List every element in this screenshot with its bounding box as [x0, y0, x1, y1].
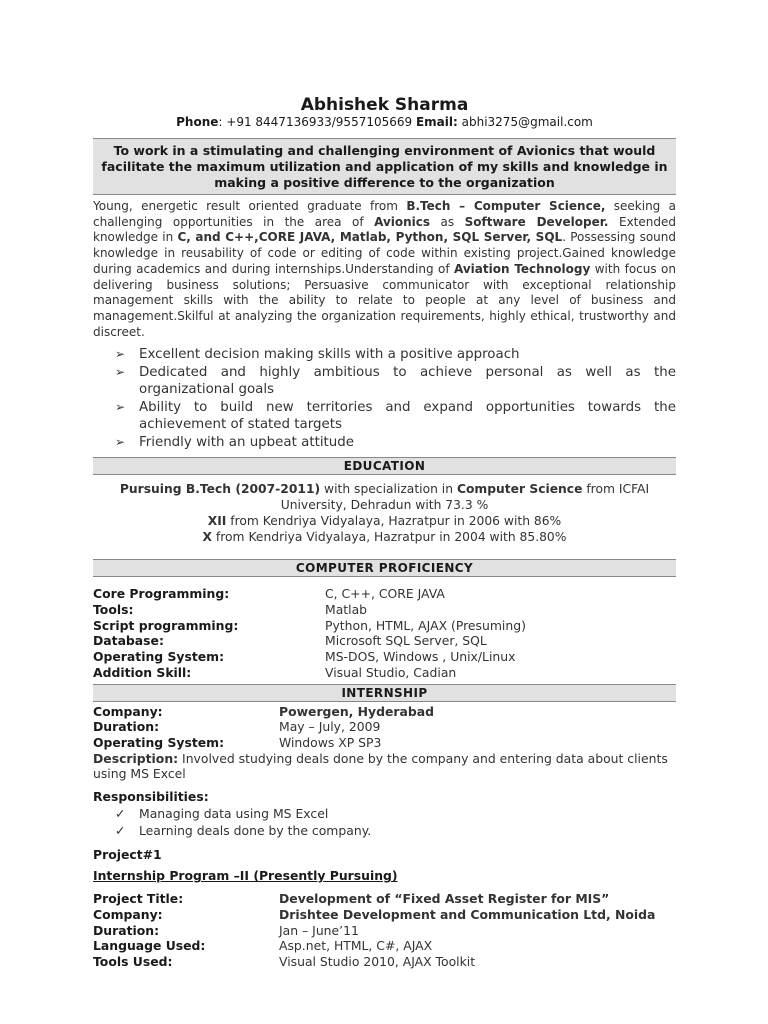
- row-value: Windows XP SP3: [279, 734, 382, 750]
- internship-row: [93, 704, 676, 720]
- responsibilities-heading: Responsibilities:: [93, 789, 209, 805]
- summary-bold: Aviation Technology: [454, 261, 591, 276]
- internship-block: [93, 704, 676, 839]
- summary-bold: Avionics: [374, 214, 431, 229]
- row-label: Project Title:: [93, 891, 184, 907]
- specialization-text: Computer Science: [456, 482, 583, 497]
- list-item: [115, 805, 676, 822]
- arrow-bullet-icon: ➢: [115, 434, 126, 449]
- row-value: Visual Studio 2010, AJAX Toolkit: [279, 953, 476, 969]
- candidate-name: Abhishek Sharma: [300, 95, 469, 115]
- proficiency-row: [93, 633, 676, 649]
- row-label: Company:: [93, 703, 163, 719]
- strength-text: Excellent decision making skills with a positive approach: [139, 347, 520, 363]
- row-value: May – July, 2009: [279, 719, 381, 735]
- description-text: Involved studying deals done by the company and entering data about clients using MS Excel: [93, 750, 668, 782]
- row-label: Company:: [93, 906, 163, 922]
- proficiency-heading: COMPUTER PROFICIENCY: [93, 559, 676, 577]
- row-label: Operating System:: [93, 649, 225, 665]
- row-label: Core Programming:: [93, 586, 230, 602]
- summary-text: Extended knowledge in: [93, 214, 676, 245]
- strengths-list: [93, 346, 676, 451]
- email-value: abhi3275@gmail.com: [461, 115, 593, 129]
- summary-text: Young, energetic result oriented graduate from: [93, 199, 407, 213]
- objective-box: To work in a stimulating and challenging environment of Avionics that would facilitate the maximum utilization and application of my skills and knowledge in making a positive difference to the organization: [93, 138, 676, 195]
- row-label: Tools Used:: [93, 953, 173, 969]
- row-label: Script programming:: [93, 617, 239, 633]
- education-line: [93, 481, 676, 513]
- list-item: [115, 399, 676, 434]
- summary-text: seeking a challenging opportunities in the area of: [93, 199, 677, 229]
- degree-text: Pursuing B.Tech (2007-2011): [119, 482, 321, 497]
- arrow-bullet-icon: ➢: [115, 364, 126, 379]
- proficiency-row: [93, 665, 676, 681]
- checkmark-icon: ✓: [115, 805, 126, 821]
- project-row: [93, 938, 676, 954]
- proficiency-row: [93, 618, 676, 634]
- row-value: MS-DOS, Windows , Unix/Linux: [325, 649, 516, 665]
- resume-page: [93, 95, 676, 970]
- proficiency-row: [93, 649, 676, 665]
- project-row: [93, 954, 676, 970]
- responsibility-text: Managing data using MS Excel: [139, 805, 329, 821]
- row-value: Matlab: [325, 602, 368, 618]
- summary-bold: C, and C++,CORE JAVA, Matlab, Python, SQL Server, SQL: [177, 230, 563, 245]
- project-row: [93, 891, 676, 907]
- arrow-bullet-icon: ➢: [115, 347, 126, 362]
- row-value: Python, HTML, AJAX (Presuming): [325, 617, 526, 633]
- list-item: [115, 434, 676, 452]
- row-label: Tools:: [93, 602, 134, 618]
- project-heading: Project#1: [93, 846, 162, 862]
- row-value: Asp.net, HTML, C#, AJAX: [279, 938, 433, 954]
- strength-text: Friendly with an upbeat attitude: [139, 434, 355, 450]
- internship-description: [93, 751, 676, 782]
- education-line: [93, 513, 676, 529]
- education-block: [93, 481, 676, 545]
- project-row: [93, 907, 676, 923]
- description-label: Description:: [93, 750, 179, 766]
- summary-paragraph: [93, 199, 676, 340]
- responsibilities-list: [93, 805, 676, 839]
- row-value: Microsoft SQL Server, SQL: [325, 633, 487, 649]
- summary-text: with focus on delivering business solutions; Persuasive communicator with exceptional relationship management skills with the ability to relate to people at any level of business and management.Skilful at analyzing the organization requirements, highly ethical, trustworthy and discreet.: [93, 261, 677, 339]
- proficiency-row: [93, 602, 676, 618]
- proficiency-table: [93, 586, 676, 680]
- project-block: [93, 891, 676, 970]
- responsibility-text: Learning deals done by the company.: [139, 822, 372, 838]
- summary-text: . Possessing sound knowledge in reusability of code or editing of code within existing project.Gained knowledge during academics and during internships.Understanding of: [93, 230, 676, 276]
- internship-row: [93, 735, 676, 751]
- row-value: Jan – June’11: [279, 922, 359, 938]
- phone-label: Phone: [176, 115, 219, 129]
- summary-bold: Software Developer.: [464, 214, 609, 229]
- row-label: Duration:: [93, 719, 160, 735]
- program-title: Internship Program –II (Presently Pursuing): [93, 868, 398, 884]
- list-item: [115, 822, 676, 839]
- contact-line: [93, 115, 676, 130]
- row-value: Drishtee Development and Communication Ltd, Noida: [279, 906, 656, 922]
- education-text: from Kendriya Vidyalaya, Hazratpur in 2004 with 85.80%: [212, 530, 567, 545]
- education-line: [93, 529, 676, 545]
- row-label: Language Used:: [93, 938, 206, 954]
- education-heading: EDUCATION: [93, 457, 676, 475]
- checkmark-icon: ✓: [115, 822, 126, 838]
- class-text: X: [202, 530, 213, 545]
- strength-text: Dedicated and highly ambitious to achieve personal as well as the organizational goals: [139, 364, 676, 398]
- education-text: with specialization in: [320, 482, 457, 497]
- row-value: Development of “Fixed Asset Register for MIS”: [279, 891, 610, 907]
- education-text: from Kendriya Vidyalaya, Hazratpur in 2006 with 86%: [226, 514, 562, 529]
- row-label: Operating System:: [93, 734, 225, 750]
- row-value: Powergen, Hyderabad: [279, 703, 434, 719]
- email-label: Email:: [415, 115, 458, 129]
- summary-bold: B.Tech – Computer Science,: [406, 199, 606, 213]
- row-label: Database:: [93, 633, 164, 649]
- arrow-bullet-icon: ➢: [115, 399, 126, 414]
- project-row: [93, 923, 676, 939]
- class-text: XII: [207, 514, 227, 529]
- row-label: Addition Skill:: [93, 664, 192, 680]
- internship-row: [93, 719, 676, 735]
- strength-text: Ability to build new territories and expand opportunities towards the achievement of stated targets: [139, 399, 676, 433]
- row-value: C, C++, CORE JAVA: [325, 586, 445, 602]
- education-text: from ICFAI University, Dehradun with 73.3 %: [280, 482, 650, 513]
- list-item: [115, 364, 676, 399]
- proficiency-row: [93, 586, 676, 602]
- internship-heading: INTERNSHIP: [93, 684, 676, 702]
- phone-value: : +91 8447136933/9557105669: [218, 115, 413, 129]
- summary-text: as: [430, 214, 465, 229]
- row-label: Duration:: [93, 922, 160, 938]
- list-item: [115, 346, 676, 364]
- row-value: Visual Studio, Cadian: [325, 664, 457, 680]
